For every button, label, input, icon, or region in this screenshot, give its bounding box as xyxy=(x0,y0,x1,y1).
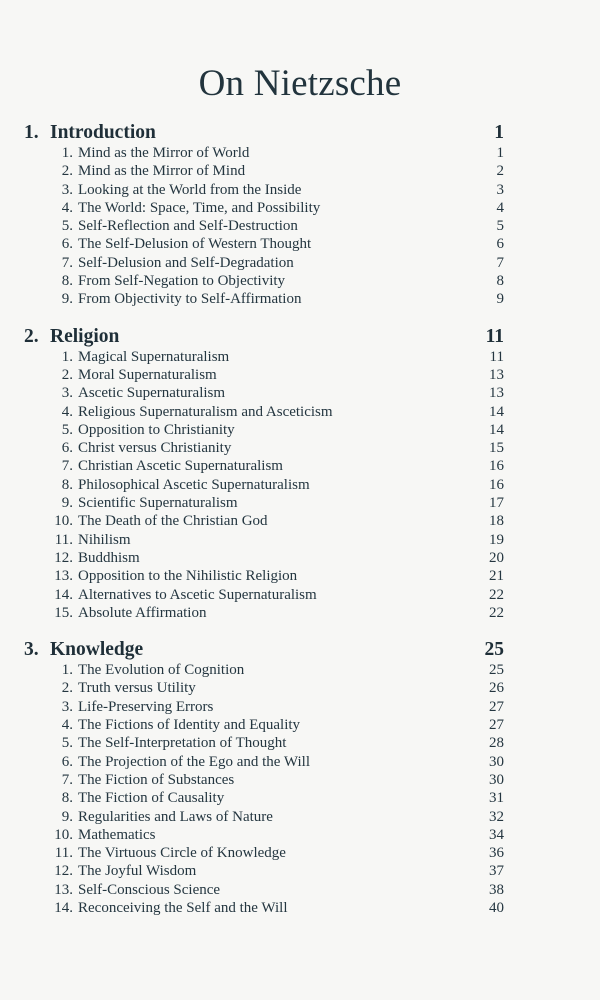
toc-entry xyxy=(24,476,504,494)
section-number: 14. xyxy=(54,899,73,916)
chapter-section xyxy=(24,122,504,309)
section-number: 1. xyxy=(61,662,73,679)
toc-entry-left xyxy=(49,844,286,862)
section-number: 9. xyxy=(61,808,73,825)
toc-entry-left xyxy=(49,567,297,585)
section-number: 2. xyxy=(61,680,73,697)
section-number: 2. xyxy=(61,163,73,180)
section-title: Ascetic Supernaturalism xyxy=(78,385,226,402)
section-page-number: 36 xyxy=(489,845,504,862)
section-number: 10. xyxy=(54,513,73,530)
section-title: The Fiction of Causality xyxy=(78,790,225,807)
section-title: Reconceiving the Self and the Will xyxy=(78,899,288,916)
section-title: The Self-Delusion of Western Thought xyxy=(78,236,312,253)
section-number: 5. xyxy=(61,735,73,752)
chapter-page-number: 11 xyxy=(485,325,504,347)
section-page-number: 16 xyxy=(489,476,504,493)
toc-entry xyxy=(24,734,504,752)
section-list xyxy=(24,348,504,622)
toc-entry-left xyxy=(49,826,155,844)
toc-entry-left xyxy=(49,808,273,826)
toc-entry xyxy=(24,549,504,567)
toc-entry-left xyxy=(49,181,301,199)
toc-entry xyxy=(24,421,504,439)
chapter-page-number: 25 xyxy=(484,639,504,661)
section-number: 7. xyxy=(61,458,73,475)
section-page-number: 5 xyxy=(496,218,504,235)
toc-entry xyxy=(24,217,504,235)
section-title: Christ versus Christianity xyxy=(78,440,232,457)
section-title: The World: Space, Time, and Possibility xyxy=(78,199,321,216)
chapter-number: 1. xyxy=(24,122,39,143)
section-number: 7. xyxy=(61,771,73,788)
toc-entry-left xyxy=(49,512,268,530)
toc-entry xyxy=(24,439,504,457)
section-number: 1. xyxy=(61,348,73,365)
toc-entry-left xyxy=(49,348,229,366)
section-title: The Fiction of Substances xyxy=(78,771,235,788)
chapter-heading-left xyxy=(24,326,119,348)
section-number: 6. xyxy=(61,753,73,770)
toc-entry-left xyxy=(49,272,285,290)
section-page-number: 22 xyxy=(489,586,504,603)
section-number: 3. xyxy=(61,181,73,198)
section-title: The Fictions of Identity and Equality xyxy=(78,717,301,734)
section-number: 10. xyxy=(54,826,73,843)
section-page-number: 26 xyxy=(489,680,504,697)
section-page-number: 6 xyxy=(496,236,504,253)
section-number: 8. xyxy=(61,476,73,493)
toc-entry xyxy=(24,789,504,807)
toc-entry xyxy=(24,181,504,199)
section-number: 3. xyxy=(61,385,73,402)
section-page-number: 4 xyxy=(496,199,504,216)
toc-entry-left xyxy=(49,698,213,716)
section-number: 3. xyxy=(61,698,73,715)
section-page-number: 7 xyxy=(496,254,504,271)
toc-entry xyxy=(24,403,504,421)
toc-entry xyxy=(24,862,504,880)
toc-entry-left xyxy=(49,586,317,604)
section-number: 9. xyxy=(61,291,73,308)
section-title: Truth versus Utility xyxy=(78,680,196,697)
section-number: 13. xyxy=(54,881,73,898)
section-page-number: 15 xyxy=(489,440,504,457)
section-number: 14. xyxy=(54,586,73,603)
section-page-number: 34 xyxy=(489,826,504,843)
toc-entry xyxy=(24,144,504,162)
section-number: 4. xyxy=(61,403,73,420)
chapter-heading-left xyxy=(24,122,156,144)
toc-entry xyxy=(24,661,504,679)
section-page-number: 27 xyxy=(489,698,504,715)
section-page-number: 14 xyxy=(489,421,504,438)
toc-entry-left xyxy=(49,771,234,789)
page-title: On Nietzsche xyxy=(198,63,402,104)
toc-entry-left xyxy=(49,290,301,308)
section-page-number: 28 xyxy=(489,735,504,752)
section-title: The Self-Interpretation of Thought xyxy=(78,735,287,752)
section-title: Moral Supernaturalism xyxy=(78,366,217,383)
chapter-title: Religion xyxy=(50,325,120,347)
section-number: 6. xyxy=(61,236,73,253)
section-number: 2. xyxy=(61,366,73,383)
toc-entry-left xyxy=(49,531,131,549)
chapter-page-number: 1 xyxy=(494,122,504,143)
toc-entry-left xyxy=(49,421,235,439)
toc-entry xyxy=(24,716,504,734)
toc-entry xyxy=(24,698,504,716)
toc-entry xyxy=(24,494,504,512)
toc-entry-left xyxy=(49,604,206,622)
toc-entry xyxy=(24,844,504,862)
toc-entry xyxy=(24,586,504,604)
chapter-heading-left xyxy=(24,639,143,661)
section-title: Mathematics xyxy=(78,826,156,843)
toc-entry xyxy=(24,899,504,917)
toc-entry xyxy=(24,348,504,366)
section-title: Looking at the World from the Inside xyxy=(78,181,302,198)
section-number: 4. xyxy=(61,199,73,216)
section-title: Mind as the Mirror of Mind xyxy=(78,163,246,180)
section-page-number: 11 xyxy=(489,348,504,365)
section-page-number: 17 xyxy=(489,495,504,512)
table-of-contents xyxy=(24,122,504,934)
section-page-number: 30 xyxy=(489,753,504,770)
section-page-number: 27 xyxy=(489,717,504,734)
section-number: 11. xyxy=(54,845,73,862)
section-page-number: 18 xyxy=(489,513,504,530)
toc-entry-left xyxy=(49,549,140,567)
chapter-heading xyxy=(24,326,504,348)
section-number: 7. xyxy=(61,254,73,271)
section-title: Nihilism xyxy=(78,531,131,548)
chapter-heading xyxy=(24,639,504,661)
toc-entry xyxy=(24,254,504,272)
section-page-number: 40 xyxy=(489,899,504,916)
toc-entry xyxy=(24,567,504,585)
toc-entry-left xyxy=(49,403,333,421)
section-title: Buddhism xyxy=(78,549,140,566)
chapter-title: Introduction xyxy=(50,122,156,143)
section-page-number: 30 xyxy=(489,771,504,788)
section-title: Mind as the Mirror of World xyxy=(78,145,250,161)
section-list xyxy=(24,661,504,917)
section-page-number: 22 xyxy=(489,604,504,621)
chapter-heading xyxy=(24,122,504,144)
toc-entry-left xyxy=(49,862,196,880)
toc-entry-left xyxy=(49,661,244,679)
section-page-number: 2 xyxy=(496,163,504,180)
toc-entry-left xyxy=(49,881,220,899)
section-number: 8. xyxy=(61,273,73,290)
section-page-number: 16 xyxy=(489,458,504,475)
toc-entry-left xyxy=(49,679,196,697)
toc-entry-left xyxy=(49,476,310,494)
toc-entry-left xyxy=(49,217,298,235)
toc-entry xyxy=(24,235,504,253)
section-title: From Objectivity to Self-Affirmation xyxy=(78,291,302,308)
section-number: 15. xyxy=(54,604,73,621)
section-page-number: 25 xyxy=(489,662,504,679)
section-number: 12. xyxy=(54,549,73,566)
section-title: Opposition to the Nihilistic Religion xyxy=(78,568,298,585)
section-number: 5. xyxy=(61,218,73,235)
section-page-number: 19 xyxy=(489,531,504,548)
section-page-number: 9 xyxy=(496,291,504,308)
chapter-section xyxy=(24,326,504,622)
chapter-title: Knowledge xyxy=(50,639,144,661)
section-number: 13. xyxy=(54,568,73,585)
section-title: The Evolution of Cognition xyxy=(78,662,245,679)
toc-entry-left xyxy=(49,899,287,917)
toc-entry xyxy=(24,679,504,697)
section-page-number: 20 xyxy=(489,549,504,566)
section-page-number: 32 xyxy=(489,808,504,825)
section-page-number: 13 xyxy=(489,366,504,383)
toc-entry-left xyxy=(49,144,249,162)
toc-entry-left xyxy=(49,753,310,771)
toc-entry xyxy=(24,512,504,530)
toc-entry-left xyxy=(49,199,320,217)
section-page-number: 3 xyxy=(496,181,504,198)
section-number: 6. xyxy=(61,440,73,457)
section-page-number: 13 xyxy=(489,385,504,402)
toc-entry xyxy=(24,604,504,622)
toc-entry-left xyxy=(49,734,286,752)
section-title: The Projection of the Ego and the Will xyxy=(78,753,310,770)
section-title: Scientific Supernaturalism xyxy=(78,495,238,512)
section-number: 8. xyxy=(61,790,73,807)
section-page-number: 31 xyxy=(489,790,504,807)
section-title: Christian Ascetic Supernaturalism xyxy=(78,458,283,475)
toc-entry xyxy=(24,826,504,844)
toc-entry-left xyxy=(49,457,283,475)
section-title: Opposition to Christianity xyxy=(78,421,235,438)
toc-entry-left xyxy=(49,162,245,180)
toc-entry-left xyxy=(49,789,224,807)
section-title: Magical Supernaturalism xyxy=(78,348,230,365)
toc-entry-left xyxy=(49,384,225,402)
toc-entry-left xyxy=(49,254,294,272)
section-page-number: 38 xyxy=(489,881,504,898)
section-page-number: 14 xyxy=(489,403,504,420)
section-title: Self-Reflection and Self-Destruction xyxy=(78,218,298,235)
chapter-number: 2. xyxy=(24,325,39,347)
section-title: The Joyful Wisdom xyxy=(78,863,197,880)
toc-entry-left xyxy=(49,439,231,457)
section-number: 11. xyxy=(54,531,73,548)
section-title: From Self-Negation to Objectivity xyxy=(78,273,286,290)
toc-entry xyxy=(24,366,504,384)
section-number: 4. xyxy=(61,717,73,734)
toc-entry xyxy=(24,881,504,899)
section-number: 5. xyxy=(61,421,73,438)
toc-entry xyxy=(24,457,504,475)
section-title: Religious Supernaturalism and Asceticism xyxy=(78,403,333,420)
section-title: Philosophical Ascetic Supernaturalism xyxy=(78,476,310,493)
section-title: Self-Conscious Science xyxy=(78,881,221,898)
toc-entry-left xyxy=(49,716,300,734)
section-title: The Death of the Christian God xyxy=(78,513,268,530)
toc-entry xyxy=(24,771,504,789)
toc-entry xyxy=(24,272,504,290)
toc-entry xyxy=(24,384,504,402)
section-number: 1. xyxy=(61,145,73,161)
section-list xyxy=(24,144,504,309)
toc-entry xyxy=(24,531,504,549)
section-title: Alternatives to Ascetic Supernaturalism xyxy=(78,586,317,603)
section-page-number: 37 xyxy=(489,863,504,880)
toc-entry-left xyxy=(49,235,311,253)
section-page-number: 1 xyxy=(496,145,504,161)
toc-entry xyxy=(24,808,504,826)
toc-entry xyxy=(24,290,504,308)
toc-entry xyxy=(24,162,504,180)
section-number: 9. xyxy=(61,495,73,512)
chapter-section xyxy=(24,639,504,917)
section-title: The Virtuous Circle of Knowledge xyxy=(78,845,286,862)
section-title: Absolute Affirmation xyxy=(78,604,207,621)
section-title: Life-Preserving Errors xyxy=(78,698,214,715)
section-page-number: 8 xyxy=(496,273,504,290)
section-title: Regularities and Laws of Nature xyxy=(78,808,273,825)
chapter-number: 3. xyxy=(24,639,39,661)
toc-entry-left xyxy=(49,366,217,384)
section-title: Self-Delusion and Self-Degradation xyxy=(78,254,294,271)
section-page-number: 21 xyxy=(489,568,504,585)
toc-entry xyxy=(24,199,504,217)
toc-entry-left xyxy=(49,494,238,512)
toc-entry xyxy=(24,753,504,771)
section-number: 12. xyxy=(54,863,73,880)
